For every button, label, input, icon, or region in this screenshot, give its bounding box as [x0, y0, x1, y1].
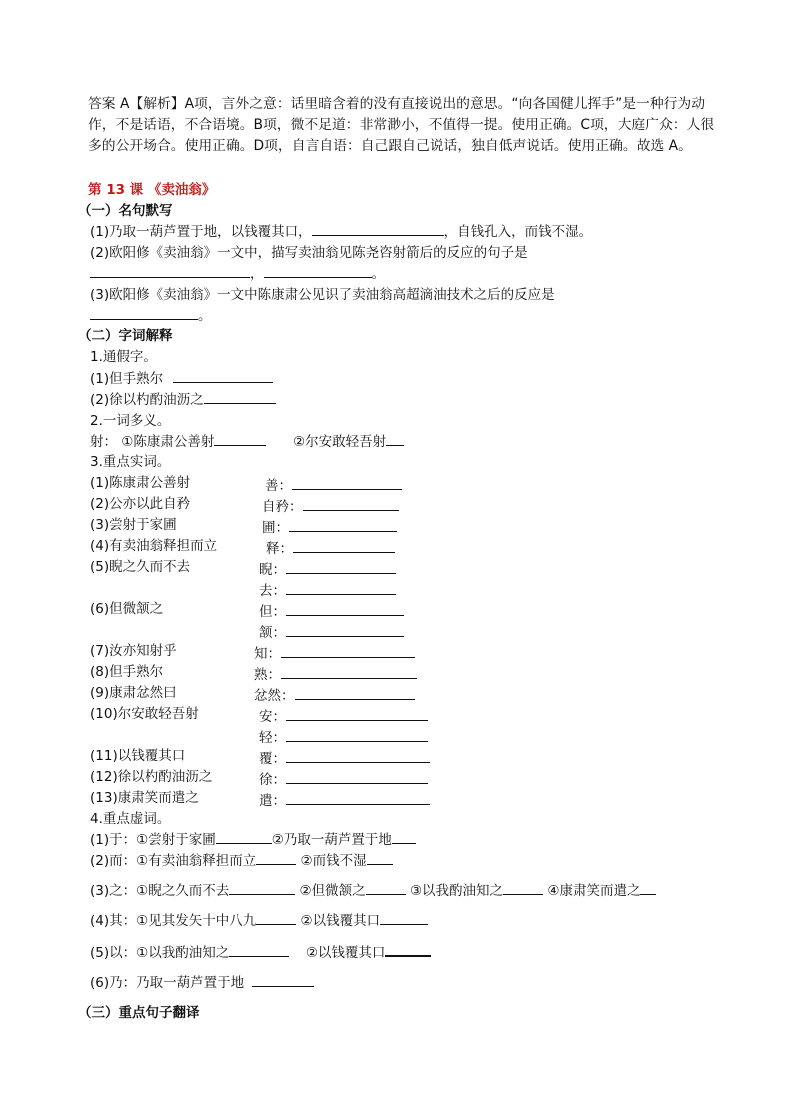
answer-blank[interactable] — [281, 645, 415, 658]
keyword-label: 但： — [259, 604, 286, 620]
keyword-row: (12)徐以杓酌油沥之 — [90, 769, 213, 785]
recitation-q3-end: 。 — [198, 308, 212, 324]
keyword-row: (13)康肃笑而遣之 — [90, 790, 199, 806]
keyword-label: 颔： — [259, 625, 286, 641]
keyword-label: 忿然： — [254, 688, 295, 704]
answer-blank[interactable] — [90, 265, 250, 278]
keyword-row: (8)但手熟尔 — [90, 664, 164, 680]
keyword-answer — [262, 495, 399, 515]
answer-blank[interactable] — [286, 771, 428, 784]
polysemy-she-a: 射： ①陈康肃公善射 — [90, 434, 215, 450]
keyword-label: 安： — [259, 709, 286, 725]
answer-explanation: 答案 A【解析】A项，言外之意：话里暗含着的没有直接说出的意思。“向各国健儿挥手”是一种行为动作，不是话语，不合语境。B项，微不足道：非常渺小，不值得一提。使用正确。C项，大庭广众：人很多的公开场合。使用正确。D项，自言自语：自己跟自己说话，独自低声说话。使用正确。故选 A。 — [88, 96, 715, 154]
fw-nai: (6)乃：乃取一葫芦置于地 — [90, 975, 245, 991]
keyword-answer — [259, 747, 430, 767]
answer-blank[interactable] — [640, 882, 656, 895]
fw-er-b: ②而钱不湿 — [300, 853, 367, 869]
answer-blank[interactable] — [286, 561, 396, 574]
loan-char-q1-text: (1)但手熟尔 — [90, 371, 164, 387]
answer-blank[interactable] — [229, 944, 289, 957]
answer-blank[interactable] — [256, 912, 296, 925]
answer-blank[interactable] — [312, 223, 444, 236]
answer-blank[interactable] — [286, 582, 396, 595]
keyword-row: (2)公亦以此自矜 — [90, 496, 191, 512]
answer-blank[interactable] — [90, 307, 198, 320]
keyword-label: 去： — [259, 583, 286, 599]
keyword-row: (5)睨之久而不去 — [90, 559, 191, 575]
answer-blank[interactable] — [295, 687, 415, 700]
fw-qi-a: (4)其：①见其发矢十中八九 — [90, 913, 257, 929]
recitation-q2-answer-line — [90, 265, 385, 284]
keyword-label: 圃： — [262, 520, 289, 536]
fw-yi-a: (5)以：①以我酌油知之 — [90, 945, 230, 961]
recitation-q2-sep: ， — [250, 266, 264, 282]
keyword-answer — [254, 642, 415, 662]
keyword-answer — [254, 663, 417, 683]
section-heading-translation: （三）重点句子翻译 — [78, 1005, 200, 1021]
answer-blank[interactable] — [293, 540, 395, 553]
keyword-answer — [254, 684, 415, 704]
keyword-label: 睨： — [259, 562, 286, 578]
function-word-nai — [90, 974, 314, 993]
answer-blank[interactable] — [264, 265, 372, 278]
answer-blank[interactable] — [286, 624, 404, 637]
keyword-answer — [259, 558, 396, 578]
answer-blank[interactable] — [385, 943, 431, 957]
keyword-answer — [259, 600, 404, 620]
fw-qi-b: ②以钱覆其口 — [300, 913, 381, 929]
recitation-q3-answer-line — [90, 307, 212, 326]
section-heading-vocabulary: （二）字词解释 — [78, 328, 173, 344]
keyword-label: 善： — [265, 478, 292, 494]
answer-blank[interactable] — [229, 882, 295, 895]
answer-blank[interactable] — [286, 750, 430, 763]
keyword-answer — [259, 789, 430, 809]
fw-yu-a: (1)于：①尝射于家圃 — [90, 832, 216, 848]
answer-blank[interactable] — [286, 708, 428, 721]
answer-blank[interactable] — [303, 498, 399, 511]
answer-blank[interactable] — [286, 729, 428, 742]
answer-blank[interactable] — [292, 477, 402, 490]
keyword-row: (9)康肃忿然曰 — [90, 685, 177, 701]
fw-yu-b: ②乃取一葫芦置于地 — [271, 832, 392, 848]
lesson-title: 第 13 课 《卖油翁》 — [88, 182, 216, 198]
recitation-q2: (2)欧阳修《卖油翁》一文中，描写卖油翁见陈尧咨射箭后的反应的句子是 — [90, 245, 528, 261]
recitation-q1 — [90, 223, 592, 242]
keyword-answer — [259, 768, 428, 788]
answer-blank[interactable] — [214, 433, 266, 446]
keyword-answer — [259, 705, 428, 725]
answer-blank[interactable] — [503, 882, 543, 895]
function-word-yu — [90, 831, 416, 850]
keyword-answer — [266, 537, 395, 557]
keyword-row: (1)陈康肃公善射 — [90, 475, 191, 491]
keyword-label: 知： — [254, 646, 281, 662]
recitation-q1-text-b: ，自钱孔入，而钱不湿。 — [443, 224, 593, 240]
keyword-row: (4)有卖油翁释担而立 — [90, 538, 218, 554]
function-word-yi — [90, 943, 431, 963]
subsection-polysemy: 2.一词多义。 — [90, 413, 171, 429]
answer-blank[interactable] — [286, 792, 430, 805]
keyword-answer — [262, 516, 397, 536]
recitation-q2-end: 。 — [371, 266, 385, 282]
subsection-loan-characters: 1.通假字。 — [90, 349, 157, 365]
loan-char-q2-text: (2)徐以杓酌油沥之 — [90, 392, 204, 408]
answer-blank[interactable] — [289, 519, 397, 532]
answer-blank[interactable] — [281, 666, 417, 679]
answer-blank[interactable] — [256, 852, 296, 865]
keyword-label: 释： — [266, 541, 293, 557]
polysemy-she-b: ②尔安敢轻吾射 — [293, 434, 387, 450]
keyword-label: 徐： — [259, 772, 286, 788]
function-word-zhi — [90, 882, 656, 901]
answer-blank[interactable] — [252, 974, 314, 987]
answer-blank[interactable] — [173, 370, 273, 383]
fw-zhi-a: (3)之：①睨之久而不去 — [90, 883, 230, 899]
answer-blank[interactable] — [366, 882, 406, 895]
function-word-qi — [90, 912, 428, 931]
subsection-function-words: 4.重点虚词。 — [90, 811, 171, 827]
keyword-row: (6)但微颔之 — [90, 601, 164, 617]
fw-zhi-d: ④康肃笑而遣之 — [547, 883, 641, 899]
subsection-key-words: 3.重点实词。 — [90, 454, 171, 470]
answer-blank[interactable] — [380, 912, 428, 925]
keyword-row: (7)汝亦知射乎 — [90, 643, 177, 659]
answer-blank[interactable] — [204, 391, 276, 404]
fw-zhi-c: ③以我酌油知之 — [409, 883, 504, 899]
keyword-label: 轻： — [259, 730, 286, 746]
function-word-er — [90, 852, 393, 871]
recitation-q1-text-a: (1)乃取一葫芦置于地，以钱覆其口， — [90, 224, 312, 240]
recitation-q3: (3)欧阳修《卖油翁》一文中陈康肃公见识了卖油翁高超滴油技术之后的反应是 — [90, 287, 555, 303]
answer-blank[interactable] — [286, 603, 404, 616]
keyword-row: (11)以钱覆其口 — [90, 748, 186, 764]
keyword-row: (3)尝射于家圃 — [90, 517, 177, 533]
keyword-label: 自矜： — [262, 499, 303, 515]
section-heading-recitation: （一）名句默写 — [78, 203, 173, 219]
keyword-label: 熟： — [254, 667, 281, 683]
keyword-answer — [265, 474, 402, 494]
keyword-answer — [259, 579, 396, 599]
answer-blank[interactable] — [216, 831, 272, 844]
answer-blank[interactable] — [386, 433, 404, 446]
keyword-row: (10)尔安敢轻吾射 — [90, 706, 199, 722]
polysemy-she — [90, 433, 404, 452]
fw-zhi-b: ②但微颔之 — [299, 883, 366, 899]
fw-yi-b: ②以钱覆其口 — [305, 945, 386, 961]
loan-char-q1 — [90, 370, 273, 389]
answer-blank[interactable] — [367, 852, 393, 865]
keyword-answer — [259, 621, 404, 641]
keyword-label: 覆： — [259, 751, 286, 767]
loan-char-q2 — [90, 391, 276, 410]
keyword-answer — [259, 726, 428, 746]
keyword-label: 遣： — [259, 793, 286, 809]
answer-blank[interactable] — [392, 831, 416, 844]
fw-er-a: (2)而：①有卖油翁释担而立 — [90, 853, 257, 869]
